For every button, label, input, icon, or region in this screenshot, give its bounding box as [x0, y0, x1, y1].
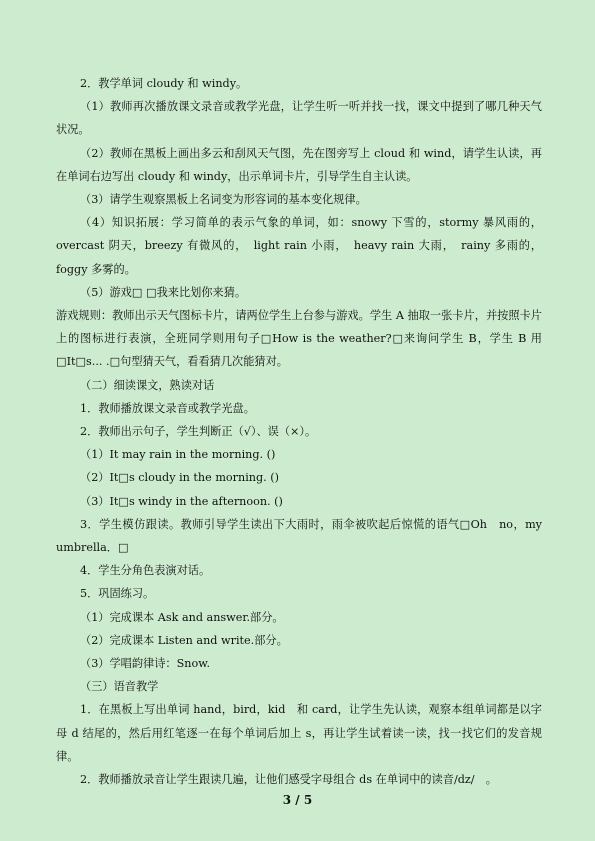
paragraph-game-rules: 游戏规则：教师出示天气图标卡片，请两位学生上台参与游戏。学生 A 抽取一张卡片，并按照卡片上的图标进行表演，全班同学则用句子□How is the weather?□来询问学生 B，学生 B 用□It□s... .□句型猜天气，看看猜几次能猜对。 [56, 309, 542, 369]
paragraph: （3）学唱韵律诗：Snow. [80, 657, 211, 671]
paragraph: （2）It□s cloudy in the morning. () [80, 471, 279, 485]
paragraph: （2）完成课本 Listen and write.部分。 [80, 633, 288, 647]
paragraph: （5）游戏□ □我来比划你来猜。 [80, 285, 247, 299]
paragraph: 3．学生模仿跟读。教师引导学生读出下大雨时，雨伞被吹起后惊慌的语气□Oh no，my umbrella．□ [56, 517, 542, 555]
paragraph: 1．在黑板上写出单词 hand，bird，kid 和 card，让学生先认读，观察本组单词都是以字母 d 结尾的，然后用红笔逐一在每个单词后加上 s，再让学生试着读一读，找一找它们的发音规律。 [56, 703, 542, 763]
section-heading: （三）语音教学 [80, 680, 159, 694]
paragraph: （1）It may rain in the morning. () [80, 448, 276, 462]
paragraph: 2．教师播放录音让学生跟读几遍，让他们感受字母组合 ds 在单词中的读音/dz/ 。 [80, 773, 497, 787]
document-body [56, 72, 542, 791]
paragraph: 2．教师出示句子，学生判断正（√）、误（×）。 [80, 425, 317, 439]
paragraph: 4．学生分角色表演对话。 [80, 564, 211, 578]
paragraph: 5．巩固练习。 [80, 587, 155, 601]
paragraph: （1）教师再次播放课文录音或教学光盘，让学生听一听并找一找，课文中提到了哪几种天气状况。 [56, 100, 542, 137]
paragraph: 1．教师播放课文录音或教学光盘。 [80, 401, 255, 415]
paragraph: （2）教师在黑板上画出多云和刮风天气图，先在图旁写上 cloud 和 wind，请学生认读，再在单词右边写出 cloudy 和 windy，出示单词卡片，引导学生自主认读。 [56, 146, 542, 183]
section-heading: （二）细读课文，熟读对话 [80, 378, 215, 392]
page-number: 3 / 5 [282, 793, 313, 807]
paragraph: （3）It□s windy in the afternoon. () [80, 494, 283, 508]
paragraph: （4）知识拓展：学习简单的表示气象的单词，如：snowy 下雪的，stormy 暴风雨的，overcast 阴天，breezy 有微风的， light rain 小雨， heavy rain 大雨， rainy 多雨的，foggy 多雾的。 [56, 216, 542, 276]
paragraph: （3）请学生观察黑板上名词变为形容词的基本变化规律。 [80, 193, 367, 207]
paragraph: （1）完成课本 Ask and answer.部分。 [80, 610, 284, 624]
paragraph: 2．教学单词 cloudy 和 windy。 [80, 77, 248, 90]
